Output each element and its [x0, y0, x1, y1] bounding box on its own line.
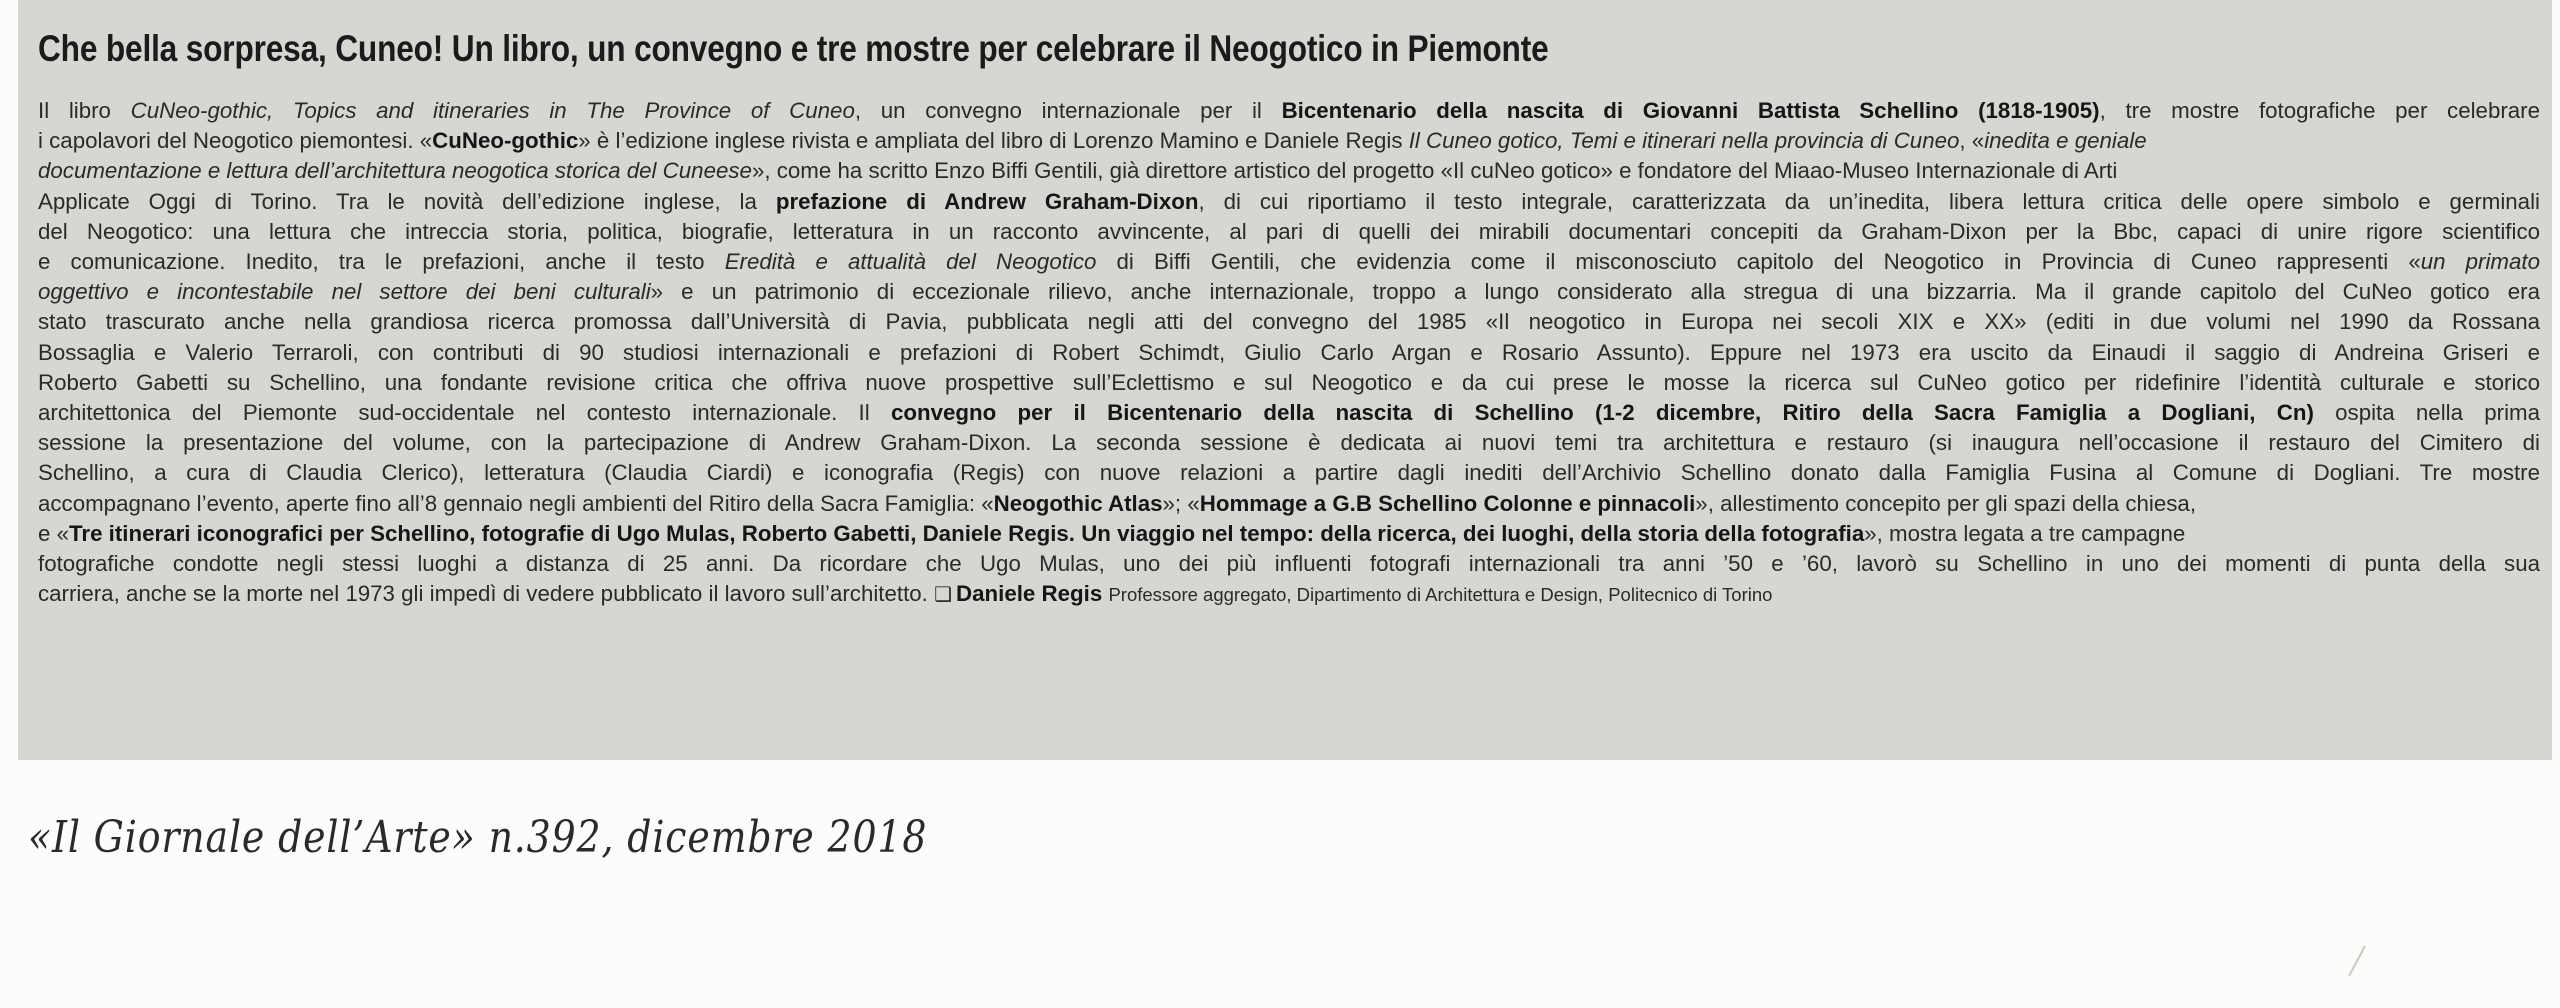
- body-line-7: oggettivo e incontestabile nel settore dei beni culturali» e un patrimonio di eccezionale rilievo, anche internazionale, troppo a lungo considerato alla stregua di una bizzarria. Ma il grande capitolo del CuNeo gotico era: [38, 279, 2540, 305]
- handwritten-source-note: «Il Giornale dell’Arte» n.392, dicembre 2018: [28, 812, 928, 863]
- body-line-11: architettonica del Piemonte sud-occidentale nel contesto internazionale. Il convegno per il Bicentenario della nascita di Schellino (1-2 dicembre, Ritiro della Sacra Famiglia a Dogliani, Cn) ospita nella prima: [38, 400, 2540, 426]
- body-line-4: Applicate Oggi di Torino. Tra le novità dell’edizione inglese, la prefazione di Andrew Graham-Dixon, di cui riportiamo il testo integrale, caratterizzata da un’inedita, libera lettura critica delle opere simbolo e germinali: [38, 188, 2540, 214]
- author-name: Daniele Regis: [956, 581, 1103, 607]
- body-line-13: Schellino, a cura di Claudia Clerico), letteratura (Claudia Ciardi) e iconografia (Regis) con nuove relazioni a partire dagli inediti dell’Archivio Schellino donato dalla Famiglia Fusina al Comune di Dogliani. Tre mostre: [38, 460, 2540, 486]
- body-line-14: accompagnano l’evento, aperte fino all’8 gennaio negli ambienti del Ritiro della Sacra Famiglia: «Neogothic Atlas»; «Hommage a G.B Schellino Colonne e pinnacoli», allestimento concepito per gli spazi della chiesa,: [38, 490, 2197, 516]
- author-affiliation: Professore aggregato, Dipartimento di Architettura e Design, Politecnico di Torino: [1108, 584, 1773, 606]
- box-bullet-icon: ❏: [934, 584, 953, 607]
- article-body: [38, 96, 2540, 610]
- body-line-10: Roberto Gabetti su Schellino, una fondante revisione critica che offriva nuove prospettive sull’Eclettismo e sul Neogotico e da cui prese le mosse la ricerca sul CuNeo gotico per ridefinire l’identità culturale e storico: [38, 369, 2540, 395]
- body-line-3: documentazione e lettura dell’architettura neogotica storica del Cuneese», come ha scritto Enzo Biffi Gentili, già direttore artistico del progetto «Il cuNeo gotico» e fondatore del Miaao-Museo Internazionale di Arti: [38, 158, 2118, 184]
- article-headline: Che bella sorpresa, Cuneo! Un libro, un convegno e tre mostre per celebrare il Neogotico in Piemonte: [38, 28, 1549, 69]
- pencil-mark: [2348, 946, 2366, 977]
- body-line-17: carriera, anche se la morte nel 1973 gli impedì di vedere pubblicato il lavoro sull’architetto. ❏ Daniele Regis Professore aggregato, Dipartimento di Architettura e Design, Politecnico di Torino: [38, 581, 1773, 607]
- body-line-1: Il libro CuNeo-gothic, Topics and itineraries in The Province of Cuneo, un convegno internazionale per il Bicentenario della nascita di Giovanni Battista Schellino (1818-1905), tre mostre fotografiche per celebrare: [38, 98, 2540, 123]
- body-line-6: e comunicazione. Inedito, tra le prefazioni, anche il testo Eredità e attualità del Neogotico di Biffi Gentili, che evidenzia come il misconosciuto capitolo del Neogotico in Provincia di Cuneo rappresenti «un primato: [38, 249, 2540, 275]
- body-line-15: e «Tre itinerari iconografici per Schellino, fotografie di Ugo Mulas, Roberto Gabetti, Daniele Regis. Un viaggio nel tempo: della ricerca, dei luoghi, della storia della fotografia», mostra legata a tre campagne: [38, 520, 2186, 546]
- body-line-16: fotografiche condotte negli stessi luoghi a distanza di 25 anni. Da ricordare che Ugo Mulas, uno dei più influenti fotografi internazionali tra anni ’50 e ’60, lavorò su Schellino in uno dei momenti di punta della sua: [38, 551, 2540, 577]
- body-line-12: sessione la presentazione del volume, con la partecipazione di Andrew Graham-Dixon. La seconda sessione è dedicata ai nuovi temi tra architettura e restauro (si inaugura nell’occasione il restauro del Cimitero di: [38, 430, 2540, 456]
- body-line-5: del Neogotico: una lettura che intreccia storia, politica, biografie, letteratura in un racconto avvincente, al pari di quelli dei mirabili documentari concepiti da Graham-Dixon per la Bbc, capaci di unire rigore scientifico: [38, 218, 2540, 244]
- body-line-2: i capolavori del Neogotico piemontesi. «CuNeo-gothic» è l’edizione inglese rivista e ampliata del libro di Lorenzo Mamino e Daniele Regis Il Cuneo gotico, Temi e itinerari nella provincia di Cuneo, «inedita e geniale: [38, 128, 2147, 154]
- body-line-8: stato trascurato anche nella grandiosa ricerca promossa dall’Università di Pavia, pubblicata negli atti del convegno del 1985 «Il neogotico in Europa nei secoli XIX e XX» (editi in due volumi nel 1990 da Rossana: [38, 309, 2540, 335]
- newspaper-clipping: [18, 0, 2552, 760]
- body-line-9: Bossaglia e Valerio Terraroli, con contributi di 90 studiosi internazionali e prefazioni di Robert Schimdt, Giulio Carlo Argan e Rosario Assunto). Eppure nel 1973 era uscito da Einaudi il saggio di Andreina Griseri e: [38, 339, 2540, 365]
